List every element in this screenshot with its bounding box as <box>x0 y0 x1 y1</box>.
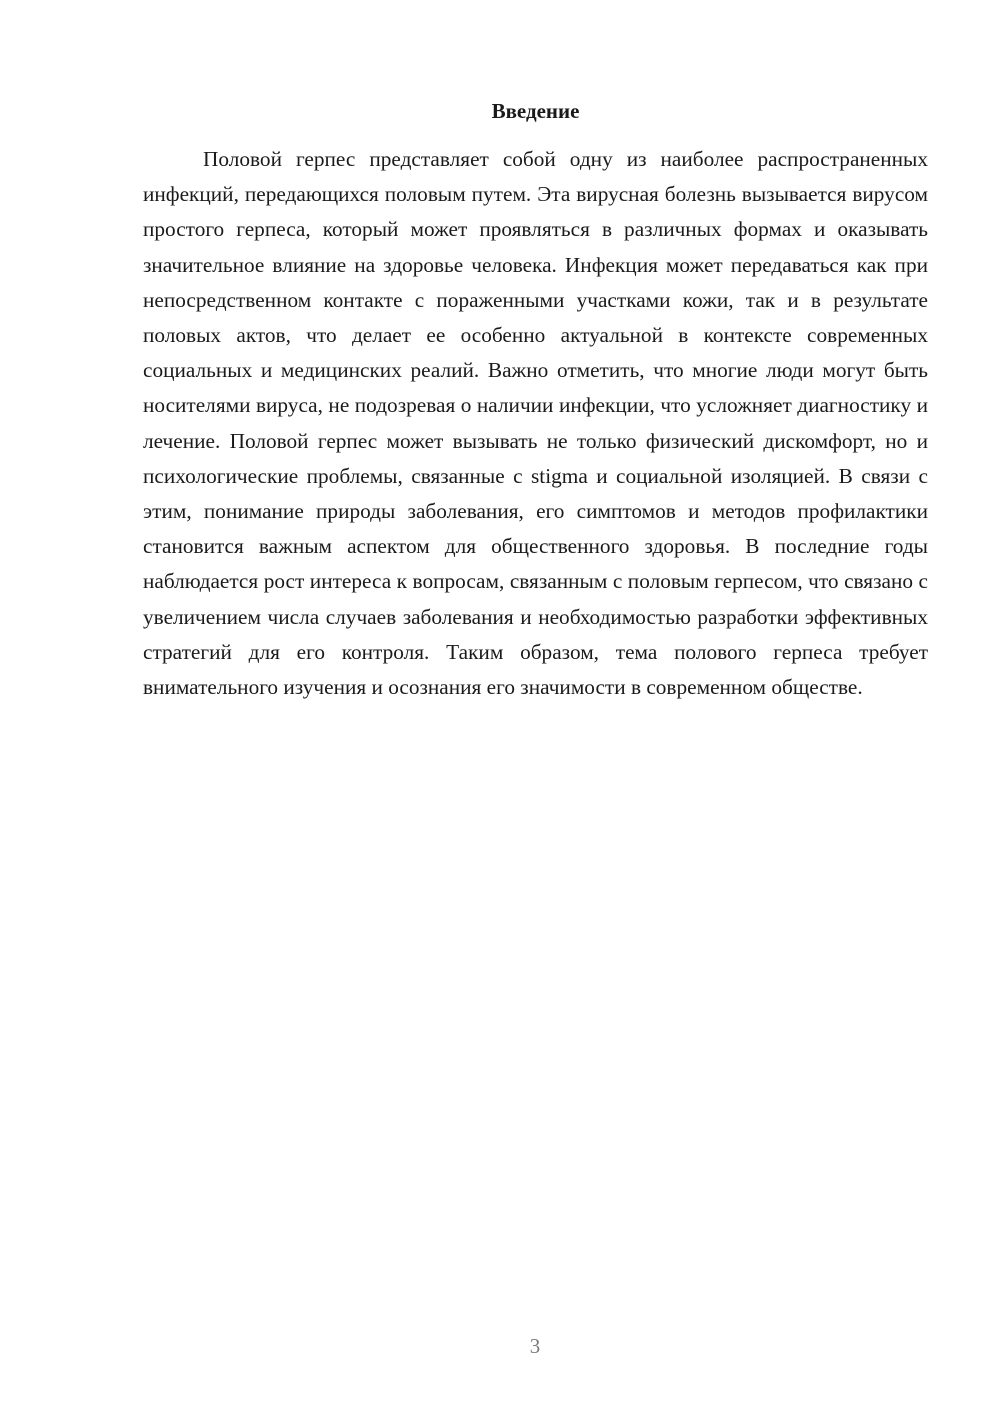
section-heading: Введение <box>491 99 580 123</box>
body-paragraph: Половой герпес представляет собой одну из наиболее распространенных инфекций, передающихся половым путем. Эта вирусная болезнь вызывается вирусом простого герпеса, который может проявляться в различных формах и оказывать значительное влияние на здоровье человека. Инфекция может передаваться как при непосредственном контакте с пораженными участками кожи, так и в результате половых актов, что делает ее особенно актуальной в контексте современных социальных и медицинских реалий. Важно отметить, что многие люди могут быть носителями вируса, не подозревая о наличии инфекции, что усложняет диагностику и лечение. Половой герпес может вызывать не только физический дискомфорт, но и психологические проблемы, связанные с stigma и социальной изоляцией. В связи с этим, понимание природы заболевания, его симптомов и методов профилактики становится важным аспектом для общественного здоровья. В последние годы наблюдается рост интереса к вопросам, связанным с половым герпесом, что связано с увеличением числа случаев заболевания и необходимостью разработки эффективных стратегий для его контроля. Таким образом, тема полового герпеса требует внимательного изучения и осознания его значимости в современном обществе. <box>143 147 928 700</box>
page-number: 3 <box>529 1334 541 1358</box>
